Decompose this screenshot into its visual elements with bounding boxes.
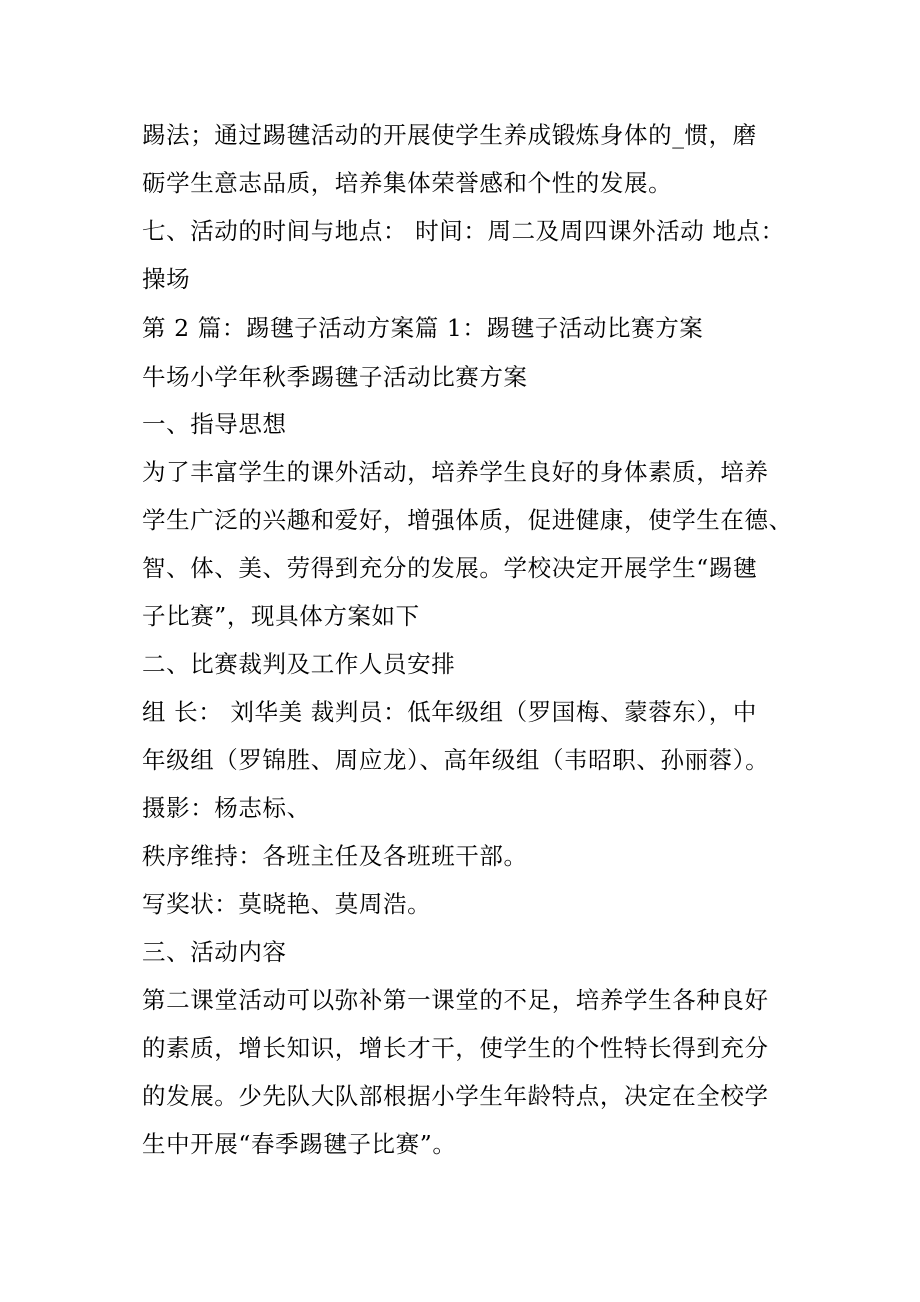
text-line: 写奖状：莫晓艳、莫周浩。	[142, 890, 432, 918]
text-line: 子比赛”，现具体方案如下	[142, 602, 420, 630]
section-heading: 一、指导思想	[142, 410, 287, 438]
text-line: 为了丰富学生的课外活动，培养学生良好的身体素质，培养	[142, 458, 769, 486]
text-line: 的素质，增长知识，增长才干，使学生的个性特长得到充分	[142, 1034, 769, 1062]
text-line: 年级组（罗锦胜、周应龙）、高年级组（韦昭职、孙丽蓉）。	[142, 746, 770, 774]
article-subtitle: 牛场小学年秋季踢毽子活动比赛方案	[142, 363, 528, 391]
text-line: 的发展。少先队大队部根据小学生年龄特点，决定在全校学	[142, 1082, 769, 1110]
text-line: 第二课堂活动可以弥补第一课堂的不足，培养学生各种良好	[142, 986, 769, 1014]
section-heading: 二、比赛裁判及工作人员安排	[142, 650, 456, 678]
article-title: 第 2 篇：踢毽子活动方案篇 1：踢毽子活动比赛方案	[142, 314, 704, 342]
text-line: 组 长： 刘华美 裁判员：低年级组（罗国梅、蒙蓉东），中	[142, 698, 757, 726]
text-line: 踢法；通过踢毽活动的开展使学生养成锻炼身体的_惯，磨	[142, 121, 757, 149]
text-line: 学生广泛的兴趣和爱好，增强体质，促进健康，使学生在德、	[142, 506, 793, 534]
text-line: 砺学生意志品质，培养集体荣誉感和个性的发展。	[142, 169, 673, 197]
text-line: 摄影：杨志标、	[142, 794, 311, 822]
section-heading: 七、活动的时间与地点： 时间：周二及周四课外活动 地点：	[142, 217, 785, 245]
text-line: 秩序维持：各班主任及各班班干部。	[142, 842, 528, 870]
section-heading: 三、活动内容	[142, 938, 287, 966]
text-line: 生中开展“春季踢毽子比赛”。	[142, 1130, 457, 1158]
text-line: 操场	[142, 265, 191, 293]
text-line: 智、体、美、劳得到充分的发展。学校决定开展学生“踢毽	[142, 554, 758, 582]
